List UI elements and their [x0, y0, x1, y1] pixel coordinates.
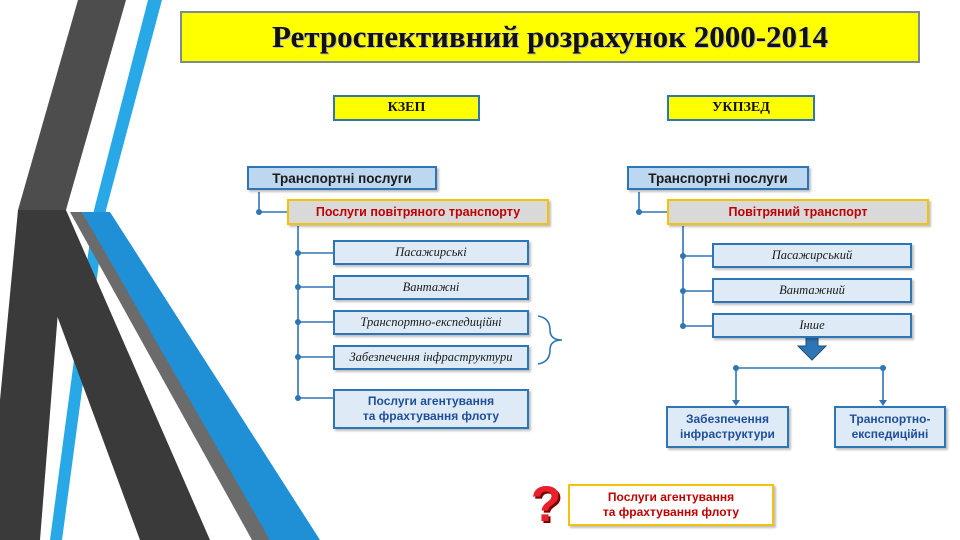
question-mark-icon: ?	[530, 476, 562, 532]
right-item-other: Інше	[712, 313, 912, 338]
question-agency-chartering: Послуги агентування та фрахтування флоту	[568, 484, 774, 526]
right-branch-infrastructure: Забезпечення інфраструктури	[666, 406, 789, 448]
right-air-transport: Повітряний транспорт	[667, 199, 929, 225]
right-item-passenger: Пасажирський	[712, 243, 912, 268]
left-item-infrastructure: Забезпечення інфраструктури	[333, 345, 529, 370]
left-item-cargo: Вантажні	[333, 275, 529, 300]
label-kzep: КЗЕП	[333, 95, 480, 121]
label-ukpzed: УКПЗЕД	[667, 95, 815, 121]
left-agency-chartering: Послуги агентування та фрахтування флоту	[333, 389, 529, 429]
right-branch-forwarding: Транспортно- експедиційні	[834, 406, 946, 448]
left-item-passenger: Пасажирські	[333, 240, 529, 265]
left-item-forwarding: Транспортно-експедиційні	[333, 310, 529, 335]
left-air-transport-services: Послуги повітряного транспорту	[287, 199, 549, 225]
down-arrow-icon	[798, 336, 826, 360]
right-transport-services: Транспортні послуги	[627, 166, 809, 190]
right-item-cargo: Вантажний	[712, 278, 912, 303]
left-transport-services: Транспортні послуги	[247, 166, 437, 190]
page-title: Ретроспективний розрахунок 2000-2014	[180, 11, 920, 63]
